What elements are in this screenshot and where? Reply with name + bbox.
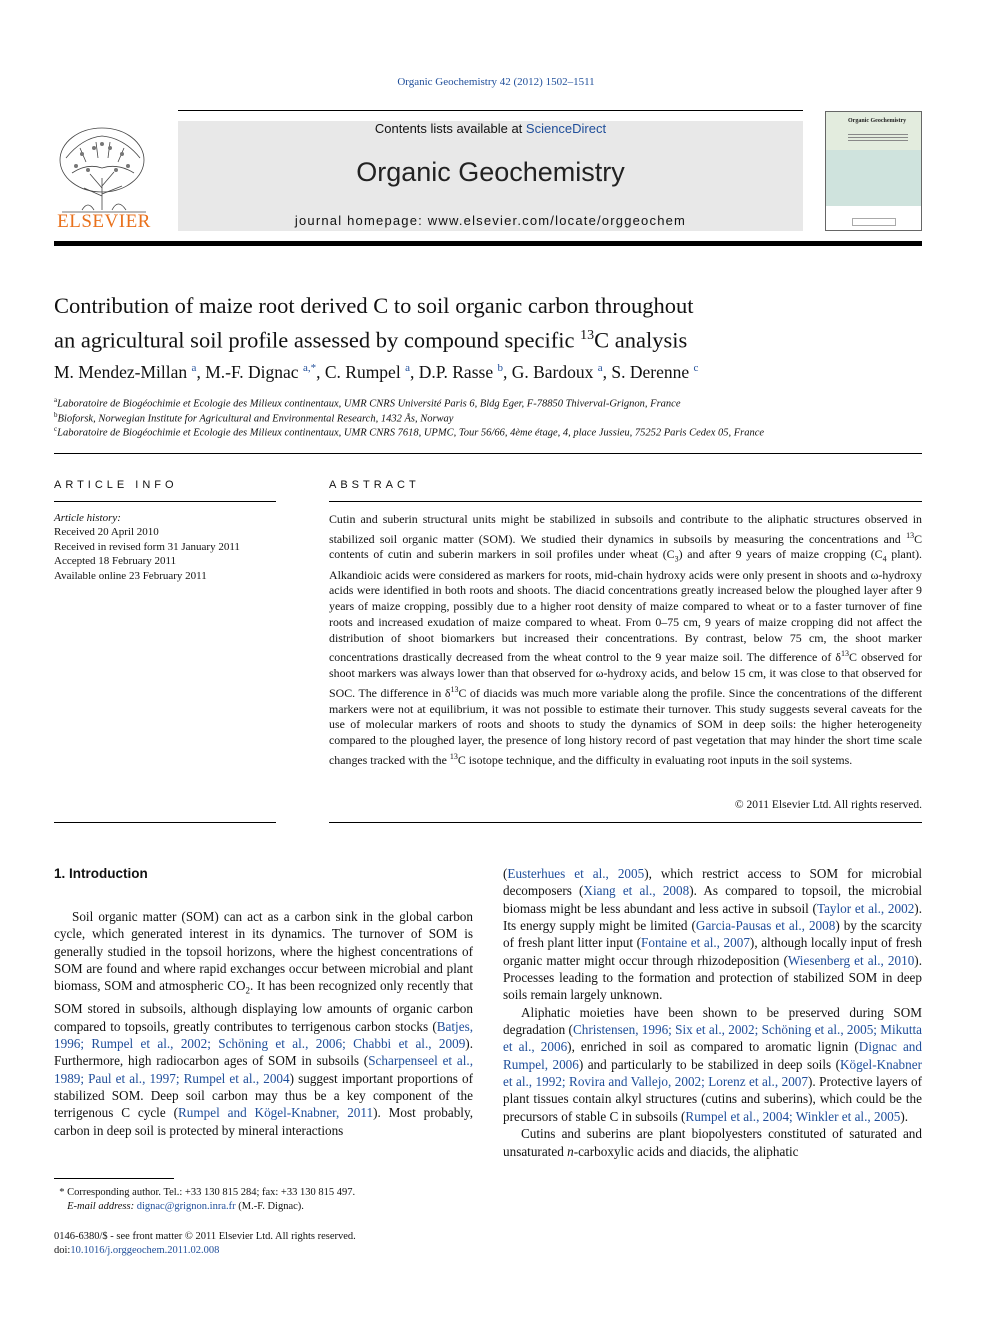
author-list: M. Mendez-Millan $^a$, M.-F. Dignac $^{a,*}$, C. Rumpel $^a$, D.P. Rasse $^b$, G. Bardoux $^a$, S. Derenne $^c$ <box>54 362 699 382</box>
email-footnote: E-mail address: dignac@grignon.inra.fr (M.-F. Dignac). <box>67 1201 304 1212</box>
front-matter: 0146-6380/$ - see front matter © 2011 Elsevier Ltd. All rights reserved. doi:10.1016/j.orggeochem.2011.02.008 <box>54 1231 356 1256</box>
citation-link[interactable]: Fontaine et al., 2007 <box>641 935 750 951</box>
body-column-right <box>503 865 922 1160</box>
article-title: Contribution of maize root derived C to soil organic carbon throughout an agricultural soil profile assessed by compound specific $^{13}$C analysis <box>54 293 694 353</box>
citation-link[interactable]: Christensen, 1996; Six et al., 2002; Schöning et al., 2005; Mikutta et al., 2006 <box>503 1022 923 1055</box>
journal-homepage-link[interactable]: journal homepage: www.elsevier.com/locate/orggeochem <box>294 213 687 228</box>
affiliation: $^b$Bioforsk, Norwegian Institute for Agricultural and Environmental Research, 1432 Ås, Norway <box>54 411 454 425</box>
citation-link[interactable]: Scharpenseel et al., 1989; Paul et al., 1997; Rumpel et al., 2004 <box>54 1053 474 1086</box>
citation-link[interactable]: Garcia-Pausas et al., 2008 <box>695 918 836 934</box>
author[interactable]: G. Bardoux $^a$ <box>511 362 603 382</box>
introduction-heading: 1. Introduction <box>54 866 148 881</box>
elsevier-wordmark[interactable]: ELSEVIER <box>57 211 151 232</box>
author[interactable]: S. Derenne $^c$ <box>611 362 699 382</box>
cover-publisher-mark <box>852 218 896 226</box>
doi-link[interactable]: 10.1016/j.orggeochem.2011.02.008 <box>70 1245 220 1256</box>
journal-masthead <box>178 121 803 231</box>
citation-link[interactable]: Wiesenberg et al., 2010 <box>787 952 915 968</box>
citation-link[interactable]: Rumpel et al., 2004; Winkler et al., 2005 <box>685 1108 901 1124</box>
revised-date: Received in revised form 31 January 2011 <box>54 540 240 553</box>
email-link[interactable]: dignac@grignon.inra.fr <box>136 1201 236 1212</box>
online-date: Available online 23 February 2011 <box>54 569 207 582</box>
paragraph: Soil organic matter (SOM) can act as a carbon sink in the global carbon cycle, which generated interest in its dynamics. The turnover of SOM is generally studied in the topsoil horizons, where the highest concentrations of SOM are found and where rapid exchanges occur between microbial and plant biomass, SOM and atmospheric $CO_2$. It has been recognized only recently that SOM stored in subsoils, although displaying low amounts of organic carbon compared to topsoils, greatly contributes to terrigenous carbon stocks (Batjes, 1996; Rumpel et al., 2002; Schöning et al., 2006; Chabbi et al., 2009). Furthermore, high radiocarbon ages of SOM in subsoils (Scharpenseel et al., 1989; Paul et al., 1997; Rumpel et al., 2004) suggest important proportions of stabilized SOM. Deep soil carbon may thus be a key component of the terrigenous C cycle (Rumpel and Kögel-Knabner, 2011). Most probably, carbon in deep soil is protected by mineral interactions <box>54 909 474 1138</box>
citation-link[interactable]: Xiang et al., 2008 <box>583 883 690 899</box>
affiliation: $^a$Laboratoire de Biogéochimie et Ecologie des Milieux continentaux, UMR CNRS Université Paris 6, Bldg Eger, F-78850 Thiverval-Grignon, France <box>54 396 681 410</box>
header-rule <box>178 110 803 111</box>
author[interactable]: C. Rumpel $^a$ <box>324 362 410 382</box>
contents-available-line: Contents lists available at ScienceDirect <box>374 121 607 136</box>
affiliation: $^c$Laboratoire de Biogéochimie et Ecologie des Milieux continentaux, UMR CNRS 7618, UPMC, Tour 56/66, 4ème étage, 4, place Jussieu, 75252 Paris Cedex 05, France <box>54 425 765 439</box>
cover-title: Organic Geochemistry <box>848 118 907 124</box>
citation-link[interactable]: Taylor et al., 2002 <box>816 900 915 916</box>
copyright-notice: © 2011 Elsevier Ltd. All rights reserved. <box>734 799 922 811</box>
received-date: Received 20 April 2010 <box>54 526 159 539</box>
accepted-date: Accepted 18 February 2011 <box>54 555 177 568</box>
body-column-left <box>54 908 473 1139</box>
header-divider <box>54 241 922 246</box>
citation-link[interactable]: Batjes, 1996; Rumpel et al., 2002; Schöning et al., 2006; Chabbi et al., 2009 <box>54 1018 473 1052</box>
article-history: Article history: Received 20 April 2010 Received in revised form 31 January 2011 Accepted 18 February 2011 Available online 23 February 2011 <box>54 511 276 583</box>
author[interactable]: M. Mendez-Millan $^a$ <box>54 362 197 382</box>
journal-citation[interactable]: Organic Geochemistry 42 (2012) 1502–1511 <box>397 76 595 88</box>
paragraph: Cutins and suberins are plant biopolyesters constituted of saturated and unsaturated n-carboxylic acids and diacids, the aliphatic <box>503 1126 922 1159</box>
citation-link[interactable]: Eusterhues et al., 2005 <box>507 866 645 881</box>
citation-link[interactable]: Rumpel and Kögel-Knabner, 2011 <box>177 1105 374 1121</box>
author[interactable]: D.P. Rasse $^b$ <box>418 362 503 382</box>
citation-link[interactable]: Dignac and Rumpel, 2006 <box>503 1039 922 1072</box>
author[interactable]: M.-F. Dignac $^{a,*}$ <box>205 362 317 382</box>
sciencedirect-link[interactable]: ScienceDirect <box>525 121 607 136</box>
paragraph: Aliphatic moieties have been shown to be preserved during SOM degradation (Christensen, 1996; Six et al., 2002; Schöning et al., 2005; Mikutta et al., 2006), enriched in soil as compared to aromatic lignin (Dignac and Rumpel, 2006) and particularly to be stabilized in deep soils (Kögel-Knabner et al., 1992; Rovira and Vallejo, 2002; Lorenz et al., 2007). Protective layers of plant tissues contain alkyl structures (cutins and suberins), which could be the precursors of stable C in subsoils (Rumpel et al., 2004; Winkler et al., 2005). <box>503 1004 923 1124</box>
journal-cover-thumbnail[interactable] <box>825 111 922 231</box>
abstract-heading: ABSTRACT <box>329 479 420 491</box>
journal-name: Organic Geochemistry <box>356 157 625 187</box>
abstract-text: Cutin and suberin structural units might be stabilized in subsoils and contribute to the aliphatic structures observed in stabilized soil organic matter (SOM). We studied their dynamics in subsoils by measuring the concentrations and $^{13}$C contents of cutin and suberin markers in soil profiles under wheat $(C_3)$ and after 9 years of maize cropping ($C_4$ plant). Alkandioic acids were considered as markers for roots, mid-chain hydroxy acids were only present in shoots and ω-hydroxy acids were identified in both roots and shoots. The diacid concentrations greatly increased below the ploughed layer after 9 years of maize cropping, possibly due to a higher root density of maize compared to wheat or to a faster turnover of fine roots and increased exudation of maize compared to wheat. From 0–75 cm, 9 years of maize cropping did not affect the distribution of shoot biomarkers but increased their concentrations. By contrast, below 75 cm, the shoot marker concentrations drastically decreased from the wheat control to the 9 year maize soil. The difference of $\delta^{13}C$ observed for shoot markers was always lower than that observed for ω-hydroxy acids, and below 15 cm, it was close to that observed for SOC. The difference in $\delta^{13}C$ of diacids was much more variable along the profile. Since the concentrations of the different markers were not at equilibrium, it was not possible to estimate their turnover. This study suggests several caveats for the use of molecular markers of roots and shoots to study the dynamics of SOM in deep soils: the higher heterogeneity compared to the ploughed layer, the presence of long history record of past vegetation that may hinder the short time scale changes tracked with the $^{13}$C isotope technique, and the difficulty in evaluating root inputs in the soil systems. <box>329 512 923 767</box>
citation-link[interactable]: Kögel-Knabner et al., 1992; Rovira and Vallejo, 2002; Lorenz et al., 2007 <box>503 1056 922 1090</box>
corresponding-author-footnote: * Corresponding author. Tel.: +33 130 815 284; fax: +33 130 815 497. <box>54 1187 356 1198</box>
paragraph: (Eusterhues et al., 2005), which restrict access to SOM for microbial decomposers (Xiang et al., 2008). As compared to topsoil, the microbial biomass might be less abundant and less active in subsoil (Taylor et al., 2002). Its energy supply might be limited (Garcia-Pausas et al., 2008) by the scarcity of fresh plant litter input (Fontaine et al., 2007), although locally input of fresh organic matter might occur through rhizodeposition (Wiesenberg et al., 2010). Processes leading to the formation and protection of stabilized SOM in deep soils remain largely unknown. <box>503 866 922 1003</box>
affiliation-divider <box>54 453 922 454</box>
article-info-heading: ARTICLE INFO <box>54 479 178 491</box>
